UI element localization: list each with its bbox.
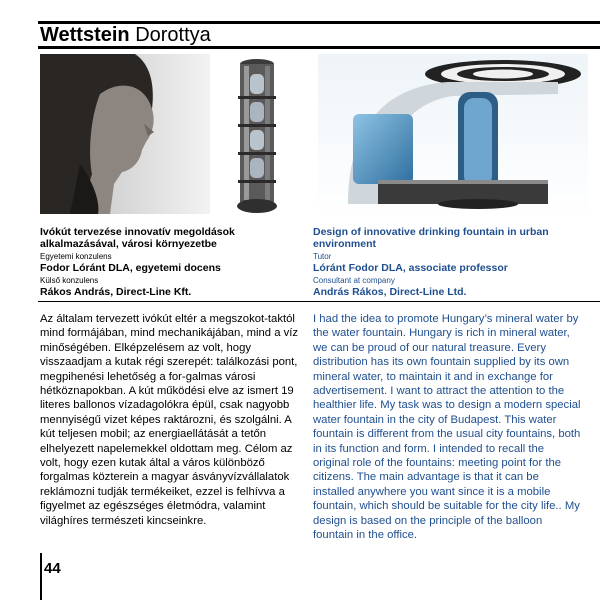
designer-name (40, 23, 211, 47)
hungarian-tutor-name: Fodor Lóránt DLA, egyetemi docens (40, 262, 221, 274)
section-divider (38, 301, 600, 302)
english-consultant-label: Consultant at company (313, 276, 395, 285)
page-number-bar (40, 553, 42, 600)
fountain-tower-render (222, 54, 292, 219)
english-tutor-name: Lóránt Fodor DLA, associate professor (313, 262, 508, 274)
hungarian-consultant-label: Külső konzulens (40, 276, 99, 285)
header-bottom-rule (38, 46, 600, 49)
english-project-title: Design of innovative drinking fountain in urban environment (313, 226, 549, 250)
page-number: 44 (44, 560, 61, 577)
balloon-fountain-render (318, 54, 588, 219)
designer-portrait-photo (40, 54, 210, 214)
designer-first-name: Dorottya (135, 24, 211, 46)
english-description: I had the idea to promote Hungary’s mineral water by the water fountain. Hungary is rich in mineral water, we can be proud of our natural treasure. Every distribution has its own fountain supplied by its own mineral water, to maintain it and in exchange for advertisement. I want to attract the attention to the healthier life. My task was to design a modern special water fountain in the city of Budapest. This water fountain is different from the usual city fountains, both in its function and form. I intended to recall the original role of the fountains: meeting point for the citizens. The main advantage is that it can be installed anywhere you want since it is a mobile fountain, which should be suitable for the city life.. My design is based on the principle of the balloon fountain in the office. (313, 313, 581, 542)
hungarian-consultant-name: Rákos András, Direct-Line Kft. (40, 286, 192, 298)
english-consultant-name: András Rákos, Direct-Line Ltd. (313, 286, 467, 298)
hungarian-tutor-label: Egyetemi konzulens (40, 252, 112, 261)
hungarian-project-title: Ivókút tervezése innovatív megoldások alkalmazásával, városi környezetbe (40, 226, 235, 250)
hungarian-description: Az általam tervezett ivókút eltér a megszokot-taktól mind formájában, mind mechanikájában, mind a víz minőségében. Elképzelésem az volt, hogy visszaadjam a kutak régi szerepét: találkozási pont, megpihenési lehetőség a for-galmas városi hétköznapokban. A kút működési elve az ismert 19 literes ballonos vízadagolókra épül, csak nagyobb mennyiségű vizet képes raktározni, és szolgálni. A kút teljesen mobil; az energiaellátását a tetőn elhelyezett napelemekkel oldottam meg. Célom az volt, hogy ezen kutak által a város különböző forgalmas közterein a magyar ásványvízvállalatok reklámozni tudják termékeiket, ezzel is felhívva a figyelmet az egészséges életmódra, valamint világhíres természeti kincseinkre. (40, 313, 299, 527)
english-tutor-label: Tutor (313, 252, 332, 261)
designer-last-name: Wettstein (40, 24, 130, 46)
